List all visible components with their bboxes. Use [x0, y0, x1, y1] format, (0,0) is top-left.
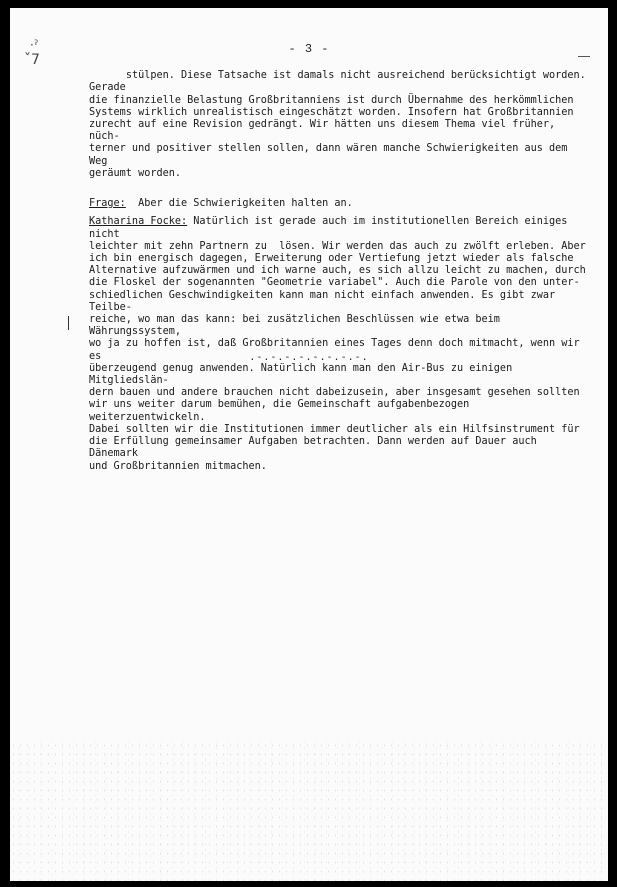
- scan-artifact: ·ˀ: [30, 38, 39, 52]
- speaker-label: Katharina Focke:: [89, 216, 188, 228]
- margin-mark: [68, 316, 69, 330]
- paragraph-intro: [89, 58, 589, 192]
- scan-noise: [10, 741, 608, 881]
- document-page: [10, 8, 608, 881]
- paragraph-text: stülpen. Diese Tatsache ist damals nicht ausreichend berücksichtigt worden. Gerade die finanzielle Belastung Großbritanniens ist durch Übernahme des herkömmlichen Systems wirklich unrealistisch eingeschätzt worden. Insofern hat Großbritannien zurecht auf eine Revision gedrängt. Wir hätten uns diesem Thema viel früher, nüch- terner und positiver stellen sollen, dann wären manche Schwierigkeiten aus dem Weg geräumt worden.: [89, 70, 586, 179]
- paragraph-text: Natürlich ist gerade auch im institutionellen Bereich einiges nicht leichter mit zehn Partnern zu lösen. Wir werden das auch zu zwölft erleben. Aber ich bin energisch dagegen, Erweiterung oder Vertiefung jetzt wieder als falsche Alternative aufzuwärmen und ich warne auch, es sich allzu leicht zu machen, durch die Floskel der sogenannten "Geometrie variabel". Auch die Parole von den unter- schiedlichen Geschwindigkeiten kann man nicht einfach anwenden. Es gibt zwar Teilbe- reiche, wo man das kann: bei zusätzlichen Beschlüssen wie etwa beim Währungssystem, wo ja zu hoffen ist, daß Großbritannien eines Tages denn doch mitmacht, wenn wir es überzeugend genug anwenden. Natürlich kann man den Air-Bus zu einigen Mitgliedslän- dern bauen und andere brauchen nicht dabeizusein, aber insgesamt gesehen sollten wir uns weiter darum bemühen, die Gemeinschaft aufgabenbezogen weiterzuentwickeln. Dabei sollten wir die Institutionen immer deutlicher als ein Hilfsinstrument für die Erfüllung gemeinsamer Aufgaben betrachten. Dann werden auf Dauer auch Dänemark und Großbritannien mitmachen.: [89, 216, 586, 472]
- paragraph-text: Aber die Schwierigkeiten halten an.: [125, 198, 353, 210]
- margin-dash: [578, 56, 590, 57]
- page-number: - 3 -: [288, 42, 330, 56]
- paragraph-answer: [89, 216, 589, 472]
- paragraph-question: [89, 198, 589, 210]
- section-separator: .-.-.-.-.-.-.-.-.: [249, 352, 369, 363]
- body-text: [89, 58, 589, 479]
- speaker-label: Frage:: [89, 198, 126, 210]
- scan-artifact-mark: ˇ7: [24, 52, 40, 68]
